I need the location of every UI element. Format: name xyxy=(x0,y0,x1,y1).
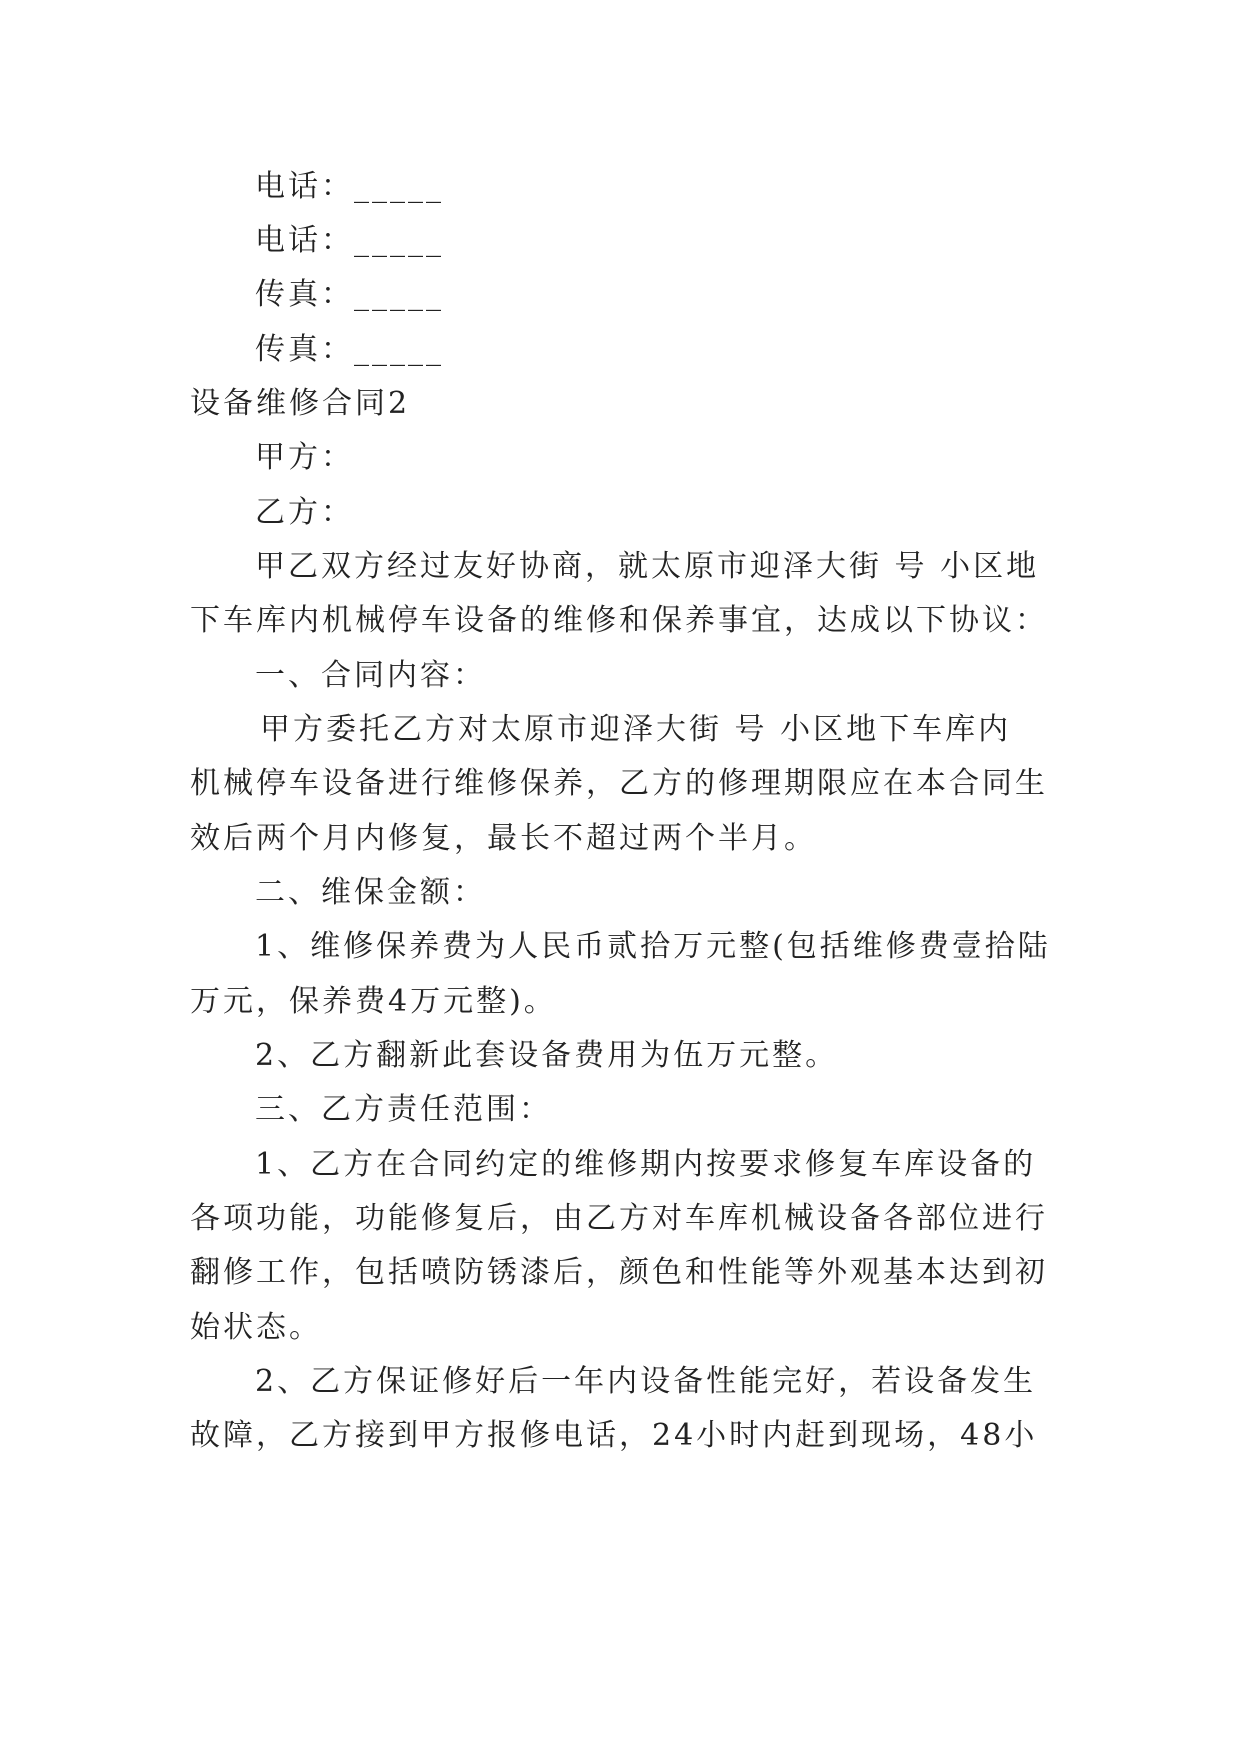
phone-line-1: 电话：_____ xyxy=(255,169,444,204)
party-b-label: 乙方： xyxy=(255,495,354,530)
section-2-item-1-line-2: 万元，保养费4万元整)。 xyxy=(190,984,557,1019)
section-1-line-2: 机械停车设备进行维修保养，乙方的修理期限应在本合同生 xyxy=(190,766,1048,801)
section-3-item-1-line-3: 翻修工作，包括喷防锈漆后，颜色和性能等外观基本达到初 xyxy=(190,1255,1048,1290)
intro-paragraph-line-1: 甲乙双方经过友好协商，就太原市迎泽大街 号 小区地 xyxy=(255,549,1040,584)
section-1-heading: 一、合同内容： xyxy=(255,658,486,693)
section-3-item-1-line-2: 各项功能，功能修复后，由乙方对车库机械设备各部位进行 xyxy=(190,1201,1048,1236)
fax-line-1: 传真：_____ xyxy=(255,277,444,312)
phone-line-2: 电话：_____ xyxy=(255,223,444,258)
section-3-heading: 三、乙方责任范围： xyxy=(255,1092,552,1127)
party-a-label: 甲方： xyxy=(255,440,354,475)
section-1-line-3: 效后两个月内修复，最长不超过两个半月。 xyxy=(190,821,817,856)
section-2-heading: 二、维保金额： xyxy=(255,875,486,910)
intro-paragraph-line-2: 下车库内机械停车设备的维修和保养事宜，达成以下协议： xyxy=(190,603,1048,638)
section-2-item-1-line-1: 1、维修保养费为人民币贰拾万元整(包括维修费壹拾陆 xyxy=(255,929,1051,964)
section-3-item-1-line-1: 1、乙方在合同约定的维修期内按要求修复车库设备的 xyxy=(255,1147,1037,1182)
section-3-item-2-line-1: 2、乙方保证修好后一年内设备性能完好，若设备发生 xyxy=(255,1364,1037,1399)
section-2-item-2: 2、乙方翻新此套设备费用为伍万元整。 xyxy=(255,1038,839,1073)
section-1-line-1: 甲方委托乙方对太原市迎泽大街 号 小区地下车库内 xyxy=(260,712,1012,747)
fax-line-2: 传真：_____ xyxy=(255,332,444,367)
contract-title: 设备维修合同2 xyxy=(190,386,411,421)
section-3-item-2-line-2: 故障，乙方接到甲方报修电话，24小时内赶到现场，48小 xyxy=(190,1418,1038,1453)
section-3-item-1-line-4: 始状态。 xyxy=(190,1310,322,1345)
